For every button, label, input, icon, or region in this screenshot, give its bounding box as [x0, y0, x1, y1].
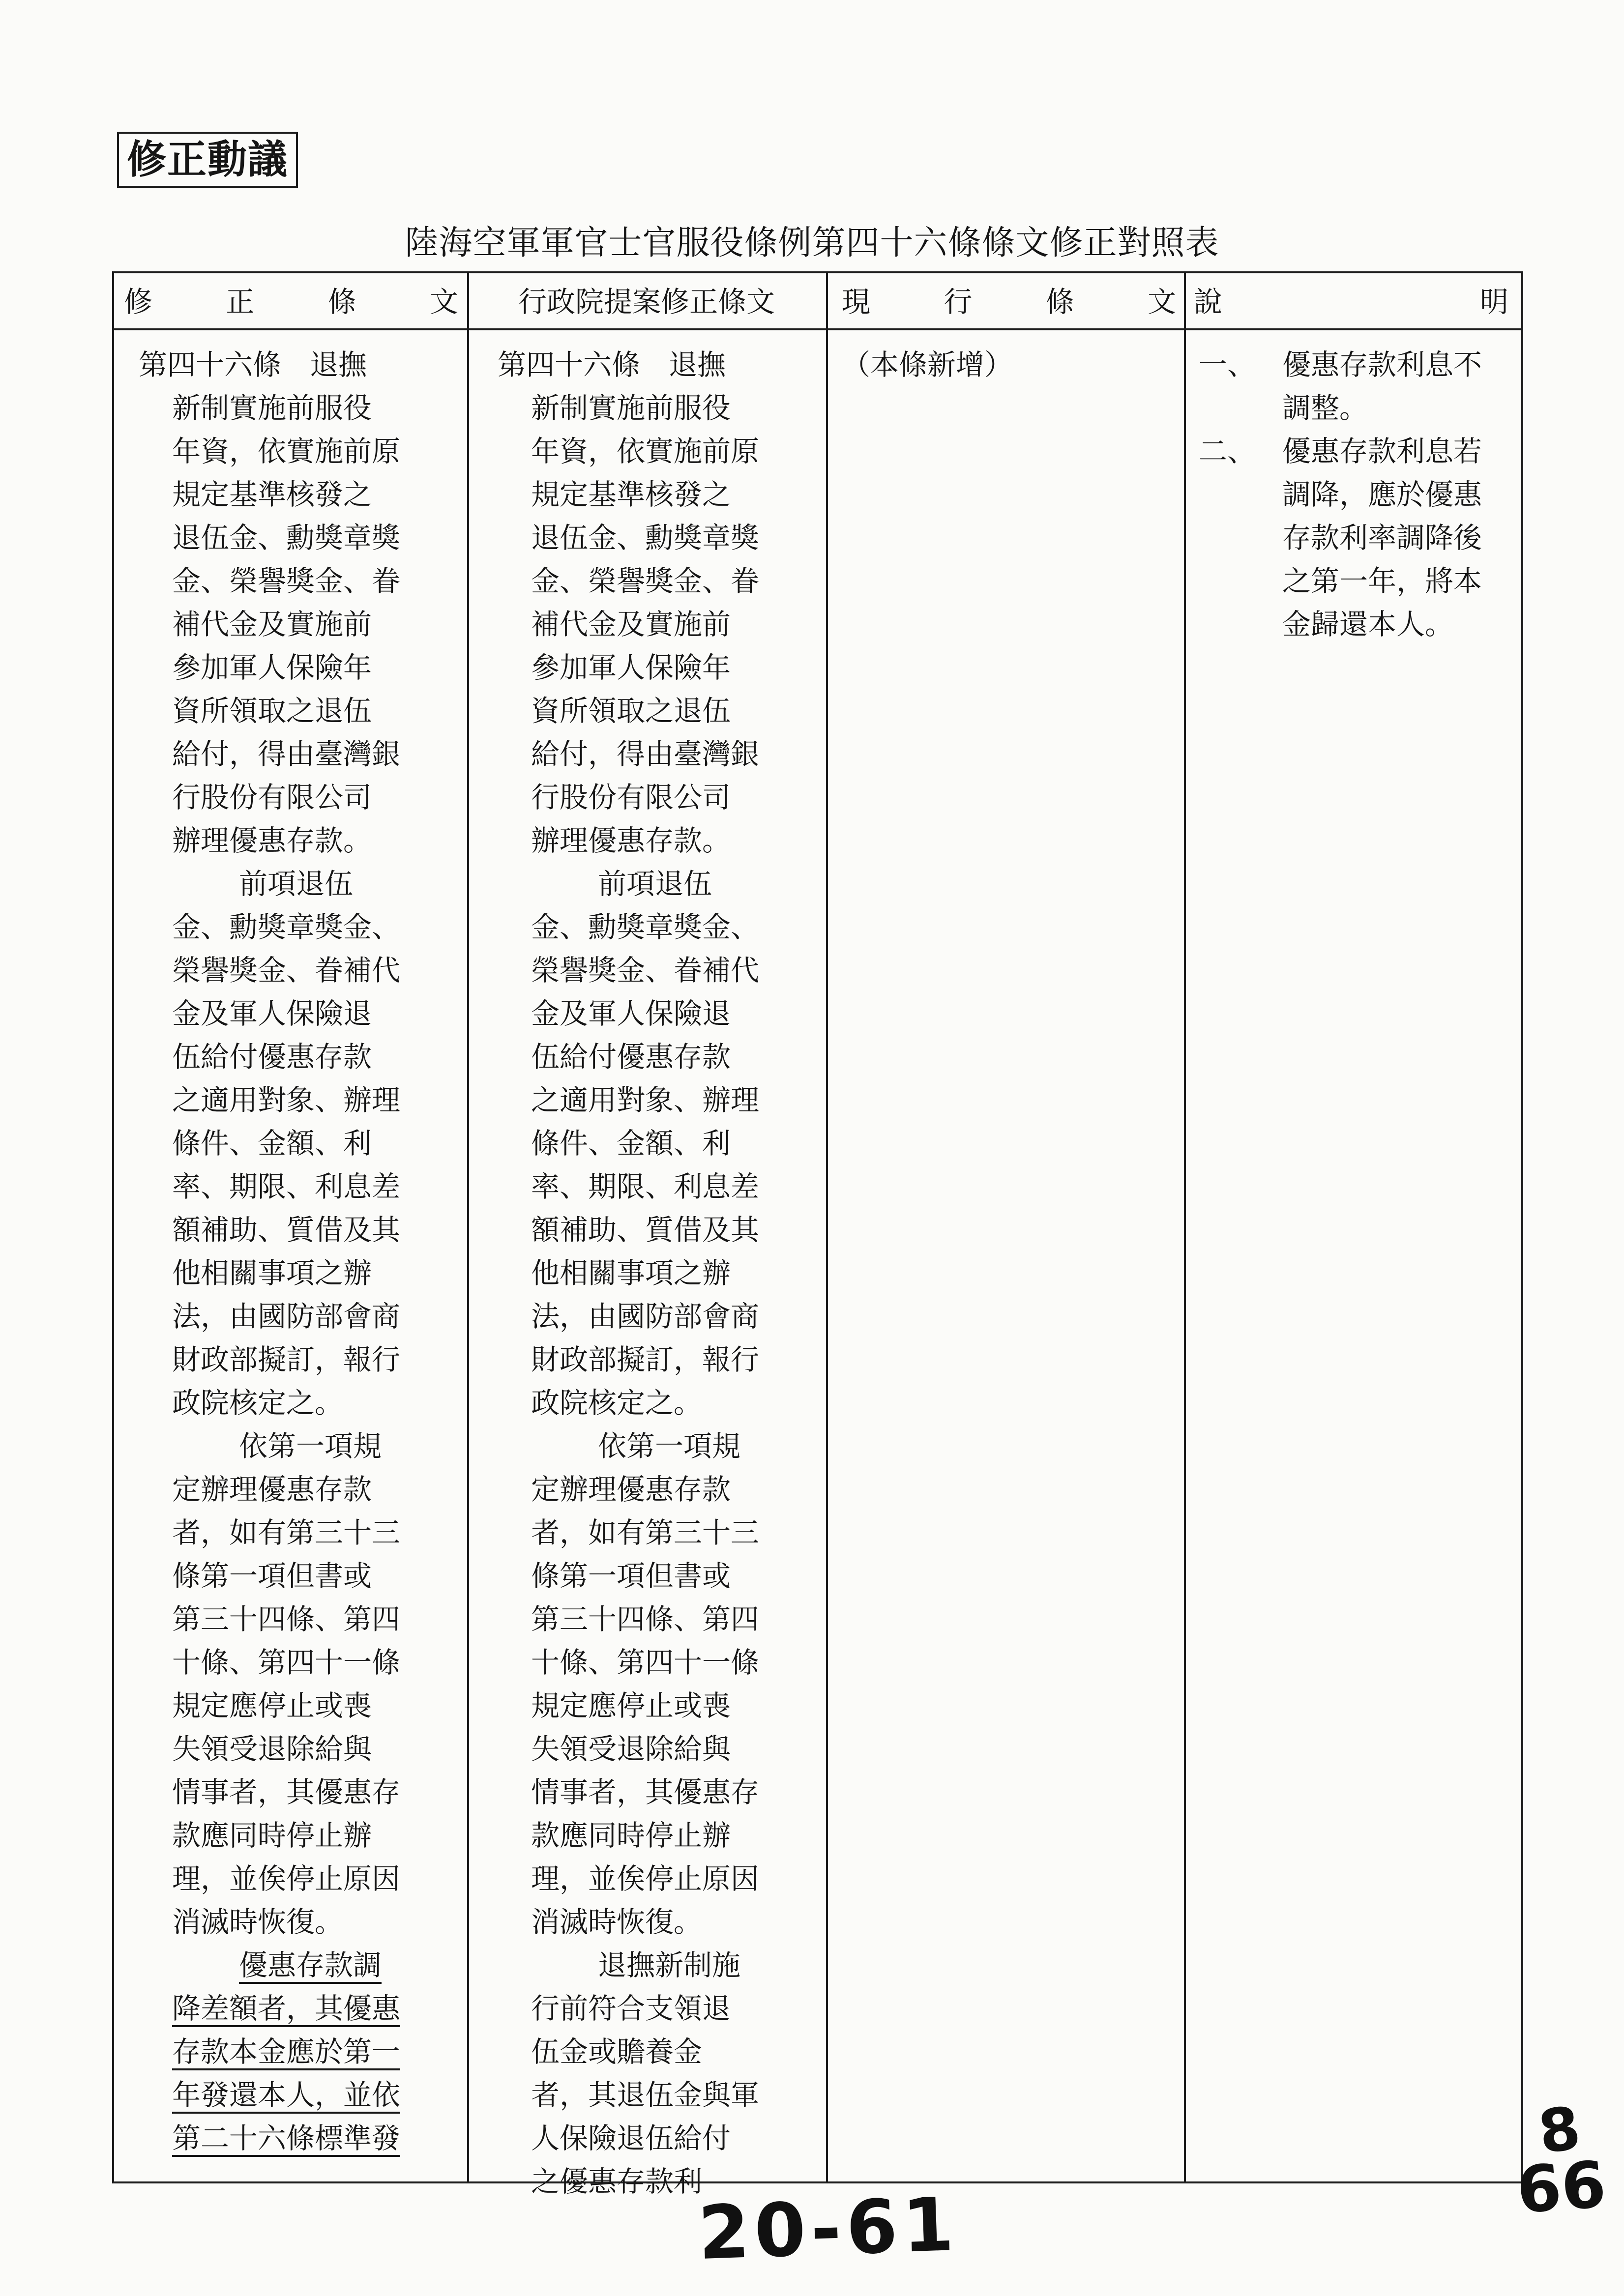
text-line: 辦理優惠存款。 [172, 824, 372, 857]
underlined-text-line: 年發還本人，並依 [172, 2078, 401, 2112]
text-line: 理，並俟停止原因 [172, 1862, 401, 1895]
text-line: 消滅時恢復。 [531, 1905, 703, 1939]
explanation-column [1194, 330, 1518, 2181]
text-line: 條件、金額、利 [172, 1127, 372, 1160]
note-item [1194, 603, 1518, 646]
text-line: 第四十六條 退撫 [498, 348, 726, 381]
header-executive [473, 284, 820, 320]
header-current [842, 284, 1176, 320]
text-line: 金、榮譽獎金、眷 [531, 564, 760, 598]
text-line: 前項退伍 [239, 867, 354, 901]
text-line: 前項退伍 [598, 867, 712, 901]
text-line: 退伍金、勳獎章獎 [531, 521, 760, 554]
text-line: 金及軍人保險退 [531, 997, 731, 1030]
text-line: 財政部擬訂，報行 [531, 1343, 760, 1376]
text-line: 者，如有第三十三 [531, 1516, 760, 1549]
text-line: 理，並俟停止原因 [531, 1862, 760, 1895]
column-divider [1184, 273, 1186, 2181]
text-line: 參加軍人保險年 [531, 651, 731, 684]
note-text: 金歸還本人。 [1282, 608, 1454, 641]
text-line: 率、期限、利息差 [531, 1170, 760, 1203]
text-line: 榮譽獎金、眷補代 [531, 954, 760, 987]
text-line: 行股份有限公司 [531, 781, 731, 814]
text-line: 者，其退伍金與軍 [531, 2078, 760, 2112]
text-line: 十條、第四十一條 [531, 1646, 760, 1679]
text-line: 第四十六條 退撫 [139, 348, 367, 381]
text-line: 退撫新制施 [598, 1948, 741, 1982]
note-item [1194, 343, 1518, 386]
text-line: 規定應停止或喪 [172, 1689, 372, 1722]
header-explanation [1194, 284, 1508, 320]
text-line: 法，由國防部會商 [531, 1300, 760, 1333]
text-line: 款應同時停止辦 [531, 1819, 731, 1852]
text-line: 之適用對象、辦理 [531, 1083, 760, 1117]
column-divider [467, 273, 469, 2181]
text-line: 額補助、質借及其 [531, 1213, 760, 1247]
note-text: 之第一年，將本 [1282, 564, 1482, 598]
underlined-text-line: 優惠存款調 [239, 1948, 382, 1982]
text-line: 十條、第四十一條 [172, 1646, 401, 1679]
handwritten-corner-mark: 8 [1534, 2093, 1585, 2168]
text-line: 情事者，其優惠存 [172, 1775, 401, 1809]
header-current-char: 文 [1147, 285, 1176, 319]
header-amended-char: 修 [124, 285, 153, 319]
text-line: 政院核定之。 [531, 1386, 703, 1420]
text-line: 金、勳獎章獎金、 [172, 910, 401, 944]
text-line: 財政部擬訂，報行 [172, 1343, 401, 1376]
header-amended-char: 文 [429, 285, 458, 319]
underlined-text-line: 第二十六條標準發 [172, 2122, 401, 2155]
note-item [1194, 430, 1518, 473]
text-line: 法，由國防部會商 [172, 1300, 401, 1333]
text-line: 者，如有第三十三 [172, 1516, 401, 1549]
executive-column [498, 330, 822, 2198]
header-explanation-char: 明 [1479, 285, 1508, 319]
text-line: 消滅時恢復。 [172, 1905, 344, 1939]
handwritten-page-number: 20-61 [697, 2181, 960, 2277]
text-line: 金、勳獎章獎金、 [531, 910, 760, 944]
text-line: 伍給付優惠存款 [172, 1040, 372, 1074]
header-amended-char: 正 [226, 285, 255, 319]
text-line: 失領受退除給與 [531, 1732, 731, 1766]
text-line: 情事者，其優惠存 [531, 1775, 760, 1809]
note-text: 調整。 [1282, 391, 1368, 425]
text-line: 條件、金額、利 [531, 1127, 731, 1160]
underlined-text-line: 存款本金應於第一 [172, 2035, 401, 2068]
note-text: 調降，應於優惠 [1282, 478, 1482, 511]
header-current-char: 行 [944, 285, 973, 319]
text-line: 行股份有限公司 [172, 781, 372, 814]
note-item [1194, 516, 1518, 559]
text-line: 榮譽獎金、眷補代 [172, 954, 401, 987]
text-line: 補代金及實施前 [531, 608, 731, 641]
header-current-char: 條 [1045, 285, 1074, 319]
text-line: 條第一項但書或 [172, 1559, 372, 1593]
text-line: 失領受退除給與 [172, 1732, 372, 1766]
text-line: 第三十四條、第四 [172, 1602, 401, 1636]
text-line: 定辦理優惠存款 [172, 1473, 372, 1506]
text-line: 退伍金、勳獎章獎 [172, 521, 401, 554]
header-amended-char: 條 [327, 285, 356, 319]
comparison-table [112, 271, 1523, 2198]
underlined-text-line: 降差額者，其優惠 [172, 1992, 401, 2025]
note-text: 優惠存款利息若 [1282, 435, 1482, 468]
text-line: 規定應停止或喪 [531, 1689, 731, 1722]
text-line: 率、期限、利息差 [172, 1170, 401, 1203]
text-line: 定辦理優惠存款 [531, 1473, 731, 1506]
header-current-char: 現 [842, 285, 871, 319]
note-text: 優惠存款利息不 [1282, 348, 1482, 381]
text-line: 他相關事項之辦 [172, 1256, 372, 1290]
amended-column [139, 330, 463, 2181]
amendment-motion-label: 修正動議 [117, 132, 298, 188]
handwritten-corner-number: 66 [1514, 2147, 1609, 2228]
text-line: 金、榮譽獎金、眷 [172, 564, 401, 598]
new-article-note: （本條新增） [842, 348, 1013, 381]
text-line: 補代金及實施前 [172, 608, 372, 641]
text-line: 給付，得由臺灣銀 [172, 737, 401, 771]
text-line: 資所領取之退伍 [531, 694, 731, 727]
text-line: 金及軍人保險退 [172, 997, 372, 1030]
header-amended [124, 284, 458, 320]
text-line: 新制實施前服役 [172, 391, 372, 425]
note-number: 二、 [1199, 435, 1256, 468]
text-line: 伍給付優惠存款 [531, 1040, 731, 1074]
text-line: 政院核定之。 [172, 1386, 344, 1420]
text-line: 給付，得由臺灣銀 [531, 737, 760, 771]
text-line: 行前符合支領退 [531, 1992, 731, 2025]
text-line: 依第一項規 [239, 1429, 382, 1463]
text-line: 新制實施前服役 [531, 391, 731, 425]
header-explanation-char: 說 [1194, 285, 1223, 319]
text-line: 他相關事項之辦 [531, 1256, 731, 1290]
text-line: 條第一項但書或 [531, 1559, 731, 1593]
text-line: 之優惠存款利 [531, 2165, 703, 2198]
text-line: 資所領取之退伍 [172, 694, 372, 727]
text-line: 辦理優惠存款。 [531, 824, 731, 857]
current-column [842, 330, 1176, 2181]
text-line: 年資，依實施前原 [531, 435, 760, 468]
text-line: 第三十四條、第四 [531, 1602, 760, 1636]
text-line: 規定基準核發之 [531, 478, 731, 511]
text-line: 年資，依實施前原 [172, 435, 401, 468]
document-title: 陸海空軍軍官士官服役條例第四十六條條文修正對照表 [405, 224, 1219, 262]
text-line: 伍金或贍養金 [531, 2035, 703, 2068]
text-line: 依第一項規 [598, 1429, 741, 1463]
note-item [1194, 386, 1518, 430]
column-divider [826, 273, 828, 2181]
note-text: 存款利率調降後 [1282, 521, 1482, 554]
note-item [1194, 473, 1518, 516]
text-line: 款應同時停止辦 [172, 1819, 372, 1852]
text-line: 人保險退伍給付 [531, 2122, 731, 2155]
note-item [1194, 559, 1518, 603]
text-line: 參加軍人保險年 [172, 651, 372, 684]
note-number: 一、 [1199, 348, 1256, 381]
text-line: 額補助、質借及其 [172, 1213, 401, 1247]
text-line: 規定基準核發之 [172, 478, 372, 511]
header-executive-text: 行政院提案修正條文 [518, 285, 775, 319]
text-line: 之適用對象、辦理 [172, 1083, 401, 1117]
